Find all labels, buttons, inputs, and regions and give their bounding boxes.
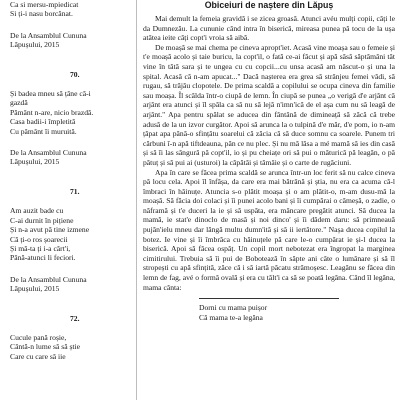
verse-line: Cucule pană roșie, (10, 332, 67, 342)
poem-70 (10, 70, 128, 167)
right-column (143, 0, 395, 400)
poem-verses (10, 206, 128, 262)
source-line: De la Ansamblul Cununa (10, 30, 87, 40)
verse-line: Cu pământ îi muruită. (10, 126, 77, 136)
verse-line: Și badea mneu să țâne că-i (10, 89, 91, 99)
verse-line: Și mă-ta ți i-a cârt'i, (10, 243, 71, 253)
source-line: Lăpușului, 2015 (10, 157, 60, 167)
top-stanza (10, 0, 128, 19)
verse-line: Cântă-n lume să să știe (10, 342, 81, 352)
verse-line: Si ți-i nasu borcănat. (10, 9, 73, 19)
poem-source (10, 148, 128, 167)
paragraph: Apa în care se făcea prima scaldă se arunca într-un loc ferit să nu calce cineva pă locu cela. Apoi îl înfășa, da care era mai bătrână și știa, nu era ca acuma că-l îmbraci în hăinuțe. Atuncia s-o plătit moașa și o am plătit-o, m-am dusu-mă la moașă. Să făcia doi colaci și îi punei acolo bani și îi cumpărai o cămeșă, o zadie, o năframă și t'e duceri la ie și să uspăta, era mâncare pregătit atunci. Să ducea la mamă, ie stat'e dinoclo de masă și noi dinco' și îi dădem daru: să primneauă pujăn'ielu mneu dar lăngă multu dumn'ită și să ii iertătore." Nașa ducea copilul la botez. Ie vine și îi îmbrăca cu hăinuțele pă care le-o cumpărat ie și-l ducea la biserică. Apoi să făcea ospăț. Un copil mort nebotezat era îngropat la marginea cimitirului. Trebuia să îi pui de Bobotează în săpte ani câte o lumânare și să îl stropești cu apă sfințită, zăce că i să iartă păcatu strămoșesc. Leagănu se făcea din lemn de fag, avé o formă ovală și era cu tălt'i ca să se poată legăna. Când îl legăna, mama cânta: (143, 167, 395, 292)
poem-71 (10, 187, 128, 294)
verse-line: Am auzit bade cu (10, 206, 64, 216)
verse-line: Pământ n-are, nicio brazdă. (10, 107, 94, 117)
verse-line: Că ți-o ros șoarecii (10, 234, 68, 244)
source-line: Lăpușului, 2015 (10, 40, 60, 50)
paragraph: Mai demult la femeia gravidă i se zicea groasă. Atunci avéu mulți copii, câți le da Dumnezău. La cununie când intra în biserică, mireasa punea pă tocu de la ușa atâtea ieite câți copt'i vroia să aibă. (143, 14, 395, 43)
verse-line: Ca si mersu-mpiedicat (10, 0, 79, 9)
poem-verses (10, 89, 128, 136)
verse-line: Care cu care să iie (10, 351, 66, 361)
verse-line: Și n-a avut pă tine izmene (10, 225, 90, 235)
top-source (10, 31, 128, 50)
poem-number: 72. (70, 313, 80, 323)
poem-source (10, 275, 128, 294)
verse-line: gazdă (10, 98, 28, 108)
separator-line (199, 298, 339, 299)
source-line: De la Ansamblul Cununa (10, 274, 87, 284)
song-line: Dorni cu mama puișor (199, 303, 268, 313)
verse-line: Casa badii-i împletită (10, 117, 76, 127)
verse-line: C-ai durnit în pițiene (10, 215, 74, 225)
song-line: Că mama te-a legăna (199, 313, 263, 323)
source-line: Lăpușului, 2015 (10, 284, 60, 294)
paragraph: De moașă se mai chema pe cineva apropt'iet. Acasă vine moașa sau o femeie și t'e moașă acolo și taie buricu, la copt'il, o fată ce-ai făcut și apă săsă săptămâni tăt vine în tătă sara și te ungea cu cu copcii...cu unsa acasă am născut-o și una la spital. Acasă că n-am apucat..." Dacă nașterea era grea să strânjeu femei vădi, să rugau, să trăjău clopotele. De prima scaldă a copilului se ocupa cineva din familie sau moașa. Îl scălda într-o ciupă de lemn. În ciupă se punea „o verigă d'e arjânt că arjânt era atunci și îl spăla ca să nu să lejă n'imn'ică de el așa cum nu să leagă de arjânt." Apa pentru spălat se aducea din fântână de dimineață să zăcă că trebe adusă de la un izvor curgător. Apoi să arunca la o tulpină d'e măr, d'e pom, io n-am țăpat apa pănă-o sfințâtu soarelui că zăcia că să duce somnu ca soarele. Punem tri cărbuni î-n apă tiftdeauna, păn ce nu plec. Și nu mă lăsa a mé mamă să ies din casă și să îi las sângură pă copt'il, io și pu cheiațe ori să pui o măturică pă leagăn, o pă pătuț și să pui ai (usturoi) la căpătâi și tămâie și o carte de rugăciuni. (143, 42, 395, 167)
left-column (10, 0, 128, 400)
lullaby (199, 298, 395, 323)
poem-number: 70. (70, 69, 80, 79)
source-line: De la Ansamblul Cununa (10, 148, 87, 158)
column-divider (136, 0, 137, 400)
poem-72 (10, 314, 128, 362)
section-title: Obiceiuri de naștere din Lăpuș (204, 0, 334, 10)
verse-line: Până-atunci li feciori. (10, 253, 76, 263)
poem-verses (10, 333, 128, 361)
poem-number: 71. (70, 186, 80, 196)
